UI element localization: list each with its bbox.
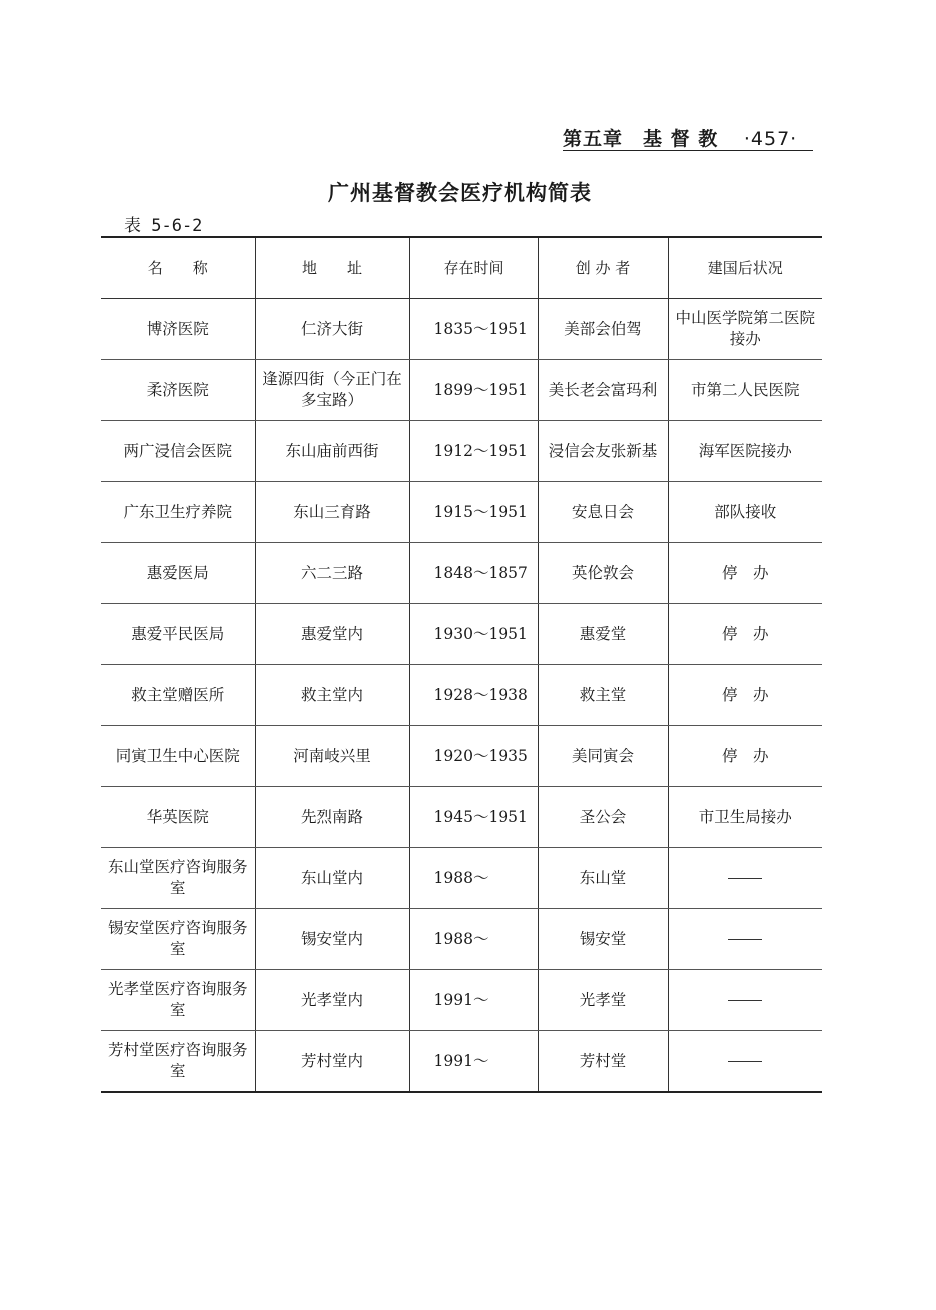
cell-founder: 美长老会富玛利 [538,360,668,421]
table-title: 广州基督教会医疗机构简表 [328,181,592,205]
cell-status: 市第二人民医院 [668,360,822,421]
cell-address: 救主堂内 [255,665,409,726]
cell-status: 停 办 [668,604,822,665]
cell-period: 1835～1951 [409,299,538,360]
cell-period: 1899～1951 [409,360,538,421]
cell-status: 中山医学院第二医院接办 [668,299,822,360]
table-header-row [101,237,822,299]
table-row [101,421,822,482]
table-row [101,604,822,665]
cell-founder: 美部会伯驾 [538,299,668,360]
cell-name: 光孝堂医疗咨询服务室 [101,970,255,1031]
cell-address: 东山三育路 [255,482,409,543]
cell-name: 两广浸信会医院 [101,421,255,482]
cell-period: 1920～1935 [409,726,538,787]
cell-address: 光孝堂内 [255,970,409,1031]
table-row [101,543,822,604]
table-row [101,787,822,848]
cell-name: 惠爱平民医局 [101,604,255,665]
cell-address: 逢源四街（今正门在多宝路） [255,360,409,421]
page-number: ·457· [743,128,798,150]
cell-name: 华英医院 [101,787,255,848]
cell-period: 1912～1951 [409,421,538,482]
cell-status [668,970,822,1031]
cell-name: 锡安堂医疗咨询服务室 [101,909,255,970]
table-body [101,299,822,1093]
table-number: 表 5-6-2 [124,216,203,236]
cell-address: 惠爱堂内 [255,604,409,665]
running-head [563,124,813,152]
table-row [101,360,822,421]
cell-period: 1991～ [409,1031,538,1093]
cell-address: 仁济大街 [255,299,409,360]
cell-period: 1988～ [409,848,538,909]
cell-address: 河南岐兴里 [255,726,409,787]
column-header-address: 地 址 [255,237,409,299]
cell-status [668,848,822,909]
cell-name: 柔济医院 [101,360,255,421]
cell-name: 博济医院 [101,299,255,360]
cell-period: 1928～1938 [409,665,538,726]
cell-founder: 浸信会友张新基 [538,421,668,482]
cell-founder: 安息日会 [538,482,668,543]
table-row [101,665,822,726]
cell-status: 市卫生局接办 [668,787,822,848]
cell-status: 停 办 [668,726,822,787]
status-dash [728,1061,762,1062]
cell-founder: 锡安堂 [538,909,668,970]
cell-status [668,1031,822,1093]
cell-status: 海军医院接办 [668,421,822,482]
cell-address: 芳村堂内 [255,1031,409,1093]
column-header-status: 建国后状况 [668,237,822,299]
cell-founder: 救主堂 [538,665,668,726]
cell-name: 惠爱医局 [101,543,255,604]
cell-founder: 芳村堂 [538,1031,668,1093]
medical-institutions-table [101,236,822,1093]
status-dash [728,878,762,879]
cell-period: 1930～1951 [409,604,538,665]
status-dash [728,1000,762,1001]
cell-founder: 英伦敦会 [538,543,668,604]
cell-address: 六二三路 [255,543,409,604]
cell-name: 广东卫生疗养院 [101,482,255,543]
cell-founder: 圣公会 [538,787,668,848]
table-row [101,909,822,970]
cell-founder: 光孝堂 [538,970,668,1031]
cell-address: 先烈南路 [255,787,409,848]
cell-founder: 惠爱堂 [538,604,668,665]
cell-address: 东山庙前西街 [255,421,409,482]
cell-name: 救主堂赠医所 [101,665,255,726]
table-row [101,1031,822,1093]
table-row [101,726,822,787]
cell-status: 部队接收 [668,482,822,543]
cell-period: 1988～ [409,909,538,970]
cell-name: 芳村堂医疗咨询服务室 [101,1031,255,1093]
cell-period: 1915～1951 [409,482,538,543]
table-row [101,848,822,909]
table-row [101,970,822,1031]
table-row [101,482,822,543]
cell-period: 1848～1857 [409,543,538,604]
cell-status [668,909,822,970]
cell-founder: 东山堂 [538,848,668,909]
chapter-title: 第五章 基 督 教 [563,128,719,150]
cell-period: 1945～1951 [409,787,538,848]
cell-status: 停 办 [668,543,822,604]
cell-name: 同寅卫生中心医院 [101,726,255,787]
cell-status: 停 办 [668,665,822,726]
cell-address: 锡安堂内 [255,909,409,970]
running-head-rule [563,150,813,151]
column-header-period: 存在时间 [409,237,538,299]
table-row [101,299,822,360]
column-header-name: 名 称 [101,237,255,299]
cell-name: 东山堂医疗咨询服务室 [101,848,255,909]
column-header-founder: 创 办 者 [538,237,668,299]
cell-address: 东山堂内 [255,848,409,909]
cell-founder: 美同寅会 [538,726,668,787]
status-dash [728,939,762,940]
cell-period: 1991～ [409,970,538,1031]
